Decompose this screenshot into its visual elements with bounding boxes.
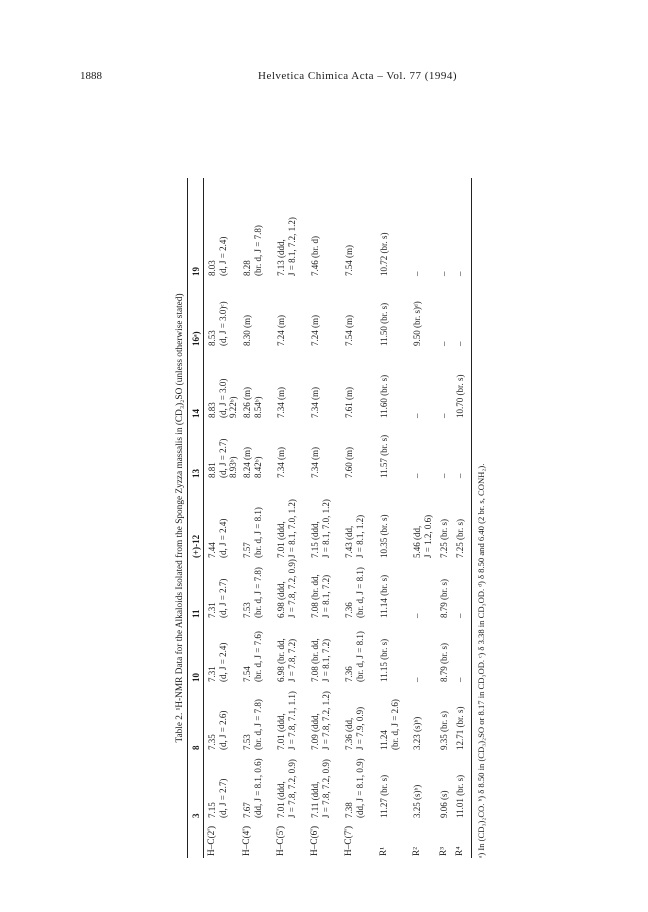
table-cell [276, 499, 297, 558]
cell-line: – [412, 271, 422, 276]
table-cell [207, 711, 228, 750]
cell-line: J = 1.2, 0.6) [422, 514, 433, 558]
table-cell [412, 785, 423, 818]
cell-line: – [455, 271, 465, 276]
row-label: R² [412, 847, 422, 856]
table-cell [242, 447, 263, 478]
column-header: 3 [191, 813, 201, 818]
cell-line: 7.31 [207, 666, 217, 682]
cell-line: J = 7.8, 7.2, 1.2) [320, 691, 331, 750]
cell-line: 7.01 (ddd, [276, 713, 286, 750]
table-cell [344, 631, 365, 682]
cell-line: 7.01 (ddd, [276, 521, 286, 558]
cell-line: 7.53 [242, 734, 252, 750]
cell-line: 7.13 (ddd, [276, 239, 286, 276]
column-header: 16ᵃ) [191, 331, 201, 346]
table-cell [310, 638, 331, 682]
table-cell [310, 236, 321, 276]
table-cell [412, 272, 423, 277]
table-cell [276, 387, 287, 418]
column-header: 8 [191, 745, 201, 750]
table-footnote: ᵃ) In (CD₃)₂CO. ᵇ) δ 8.50 in (CD₃)₂SO or 8.17 in CD₃OD. ᶜ) δ 3.38 in CD₃OD. ᵈ) δ 8.50 and 6.40 (2 br. s, CONH₂). [476, 463, 486, 858]
table-cell [276, 447, 287, 478]
column-header: 19 [191, 267, 201, 276]
cell-line: 8.79 (br. s) [439, 643, 449, 682]
row-label: H–C(5') [276, 825, 286, 856]
cell-line: (d, J = 3.0)ᶜ) [217, 301, 228, 346]
row-label: H–C(7') [344, 825, 354, 856]
row-label: H–C(2') [207, 825, 217, 856]
cell-line: 7.24 (m) [310, 315, 320, 346]
table-cell [379, 699, 400, 750]
cell-line: 7.01 (ddd, [276, 781, 286, 818]
cell-line: 11.14 (br. s) [379, 574, 389, 618]
cell-line: 5.46 (dd, [412, 525, 422, 558]
table-cell [276, 759, 297, 818]
cell-line: 7.11 (ddd, [310, 781, 320, 818]
table-cell [439, 711, 450, 750]
cell-line: 11.60 (br. s) [379, 374, 389, 418]
cell-line: 11.01 (br. s) [455, 774, 465, 818]
cell-line: J = 8.1, 7.2, 1.2) [286, 217, 297, 276]
table-cell [276, 217, 297, 276]
cell-line: 7.46 (br. d) [310, 236, 320, 276]
cell-line: 7.38 [344, 802, 354, 818]
table-cell [439, 519, 450, 558]
table-cell [242, 567, 263, 618]
table-cell [455, 519, 466, 558]
column-header: 10 [191, 673, 201, 682]
table-cell [344, 515, 365, 558]
table-cell [455, 342, 466, 347]
cell-line: 8.83 [207, 402, 217, 418]
table-cell [276, 691, 297, 750]
table-cell [412, 678, 423, 683]
cell-line: (d, J = 3.0) [217, 378, 228, 418]
cell-line: 8.03 [207, 260, 217, 276]
cell-line: 7.25 (br. s) [455, 519, 465, 558]
cell-line: 7.08 (br. dd, [310, 574, 320, 618]
cell-line: 7.53 [242, 602, 252, 618]
cell-line: 8.79 (br. s) [439, 579, 449, 618]
page-number: 1888 [80, 70, 102, 82]
table-cell [455, 678, 466, 683]
row-label: H–C(4') [242, 825, 252, 856]
cell-line: 6.98 (ddd, [276, 581, 286, 618]
cell-line: J = 8.1, 7.0, 1.2) [286, 499, 297, 558]
table-cell [242, 387, 263, 418]
cell-line: – [455, 613, 465, 618]
cell-line: 3.23 (s)ᵇ) [412, 716, 422, 750]
cell-line: 7.15 [207, 802, 217, 818]
table-cell [379, 303, 390, 346]
table-cell [242, 225, 263, 276]
table-cell [455, 375, 466, 419]
cell-line: – [439, 341, 449, 346]
cell-line: 11.27 (br. s) [379, 774, 389, 818]
table-cell [207, 439, 239, 478]
cell-line: 11.15 (br. s) [379, 638, 389, 682]
cell-line: (br. d, J = 8.1) [354, 567, 365, 618]
cell-line: 12.71 (br. s) [455, 706, 465, 750]
table-cell [439, 791, 450, 819]
cell-line: J = 7.8, 7.1, 1.1) [286, 691, 297, 750]
cell-line: 8.81 [207, 462, 217, 478]
row-label: R⁴ [455, 846, 465, 856]
cell-line: (br. d, J = 8.1) [252, 507, 263, 558]
cell-line: (br. d, J = 7.6) [252, 631, 263, 682]
cell-line: 7.34 (m) [310, 447, 320, 478]
cell-line: – [439, 413, 449, 418]
table-cell [455, 775, 466, 818]
table-cell [344, 707, 365, 750]
cell-line: 8.54ᵇ) [252, 396, 263, 418]
cell-line: J = 7.8, 7.2, 0.9) [286, 759, 297, 818]
cell-line: 8.93ᵇ) [228, 456, 239, 478]
cell-line: 9.22ᵇ) [228, 396, 239, 418]
table-cell [412, 717, 423, 750]
cell-line: 7.36 [344, 602, 354, 618]
cell-line: 7.61 (m) [344, 387, 354, 418]
table-cell [276, 315, 287, 346]
cell-line: 7.44 [207, 542, 217, 558]
cell-line: 8.30 (m) [242, 315, 252, 346]
cell-line: 9.06 (s) [439, 790, 449, 818]
table-cell [412, 414, 423, 419]
cell-line: – [412, 613, 422, 618]
table-cell [455, 614, 466, 619]
table-cell [379, 639, 390, 682]
table-cell [344, 315, 355, 346]
table-cell [455, 474, 466, 479]
cell-line: (d, J = 2.7) [217, 438, 228, 478]
cell-line: 7.57 [242, 542, 252, 558]
table-cell [242, 631, 263, 682]
table-cell [379, 515, 390, 559]
table-cell [344, 245, 355, 276]
row-label: R³ [439, 847, 449, 856]
table-cell [439, 579, 450, 618]
cell-line: 8.24 (m) [242, 447, 252, 478]
table-cell [207, 519, 228, 558]
cell-line: 8.42ᵇ) [252, 456, 263, 478]
cell-line: 7.08 (br. dd, [310, 638, 320, 682]
cell-line: 11.24 [379, 730, 389, 750]
bottom-rule [471, 178, 472, 858]
cell-line: (dd, J = 8.1, 0.9) [354, 758, 365, 818]
top-rule [187, 178, 188, 858]
column-header: 14 [191, 409, 201, 418]
cell-line: J = 8.1, 7.2) [320, 638, 331, 682]
cell-line: J = 7.9, 0.9) [354, 706, 365, 750]
table-cell [242, 315, 253, 346]
cell-line: J = 8.1, 7.0, 1.2) [320, 499, 331, 558]
table-cell [379, 775, 390, 818]
cell-line: – [455, 473, 465, 478]
cell-line: 7.67 [242, 802, 252, 818]
cell-line: (br. d, J = 7.8) [252, 225, 263, 276]
cell-line: 7.54 [242, 666, 252, 682]
cell-line: 7.34 (m) [276, 387, 286, 418]
cell-line: 11.57 (br. s) [379, 434, 389, 478]
cell-line: – [412, 677, 422, 682]
table-cell [379, 435, 390, 478]
cell-line: 7.36 (dd, [344, 717, 354, 750]
cell-line: 7.24 (m) [276, 315, 286, 346]
table-cell [242, 758, 263, 818]
table-cell [412, 301, 423, 346]
table-cell [310, 387, 321, 418]
cell-line: 10.35 (br. s) [379, 514, 389, 558]
cell-line: J = 8.1, 7.2) [320, 574, 331, 618]
table-cell [379, 375, 390, 418]
cell-line: (br. d, J = 8.1) [354, 631, 365, 682]
cell-line: 7.35 [207, 734, 217, 750]
table-cell [207, 237, 228, 276]
cell-line: – [455, 341, 465, 346]
cell-line: J = 7.8, 7.2, 0.9) [286, 559, 297, 618]
cell-line: – [455, 677, 465, 682]
column-header: 11 [191, 609, 201, 618]
cell-line: 7.15 (ddd, [310, 521, 320, 558]
cell-line: 7.09 (ddd, [310, 713, 320, 750]
cell-line: (d, J = 2.6) [217, 710, 228, 750]
table-cell [344, 567, 365, 618]
table-cell [439, 342, 450, 347]
table-cell [439, 414, 450, 419]
cell-line: 8.28 [242, 260, 252, 276]
table-cell [344, 447, 355, 478]
cell-line: 11.50 (br. s) [379, 302, 389, 346]
cell-line: – [412, 413, 422, 418]
cell-line: 7.43 (dd, [344, 525, 354, 558]
table-cell [344, 758, 365, 818]
table-cell [207, 301, 228, 346]
cell-line: (br. d, J = 7.8) [252, 699, 263, 750]
header-rule [203, 178, 204, 858]
cell-line: 10.72 (br. s) [379, 232, 389, 276]
table-cell [379, 575, 390, 618]
table-cell [310, 574, 331, 618]
table-cell [242, 699, 263, 750]
table-cell [439, 643, 450, 682]
cell-line: – [439, 473, 449, 478]
table-cell [344, 387, 355, 418]
cell-line: 8.26 (m) [242, 387, 252, 418]
cell-line: 7.36 [344, 666, 354, 682]
cell-line: 9.35 (br. s) [439, 711, 449, 750]
cell-line: 6.98 (br. dd, [276, 638, 286, 682]
table-cell [412, 515, 433, 558]
table-cell [455, 707, 466, 751]
cell-line: 9.50 (br. s)ᵈ) [412, 301, 422, 346]
table-cell [310, 691, 331, 750]
cell-line: 7.31 [207, 602, 217, 618]
cell-line: 3.25 (s)ᵇ) [412, 784, 422, 818]
table-cell [242, 507, 263, 558]
table-cell [310, 447, 321, 478]
column-header: (+)-12 [191, 534, 201, 558]
cell-line: J = 7.8, 7.2, 0.9) [320, 759, 331, 818]
cell-line: – [412, 473, 422, 478]
cell-line: (d, J = 2.4) [217, 518, 228, 558]
table-cell [439, 272, 450, 277]
table-cell [276, 638, 297, 682]
cell-line: (d, J = 2.4) [217, 236, 228, 276]
table-cell [439, 474, 450, 479]
table-caption: Table 2. ¹H-NMR Data for the Alkaloids Isolated from the Sponge Zyzza massalis in (CD₃)₂SO (unless otherwise stated) [175, 293, 185, 743]
rotated-table [174, 178, 489, 858]
cell-line: 10.70 (br. s) [455, 374, 465, 418]
cell-line: J = 7.8, 7.2) [286, 638, 297, 682]
table-cell [412, 614, 423, 619]
table-cell [207, 579, 228, 618]
cell-line: 7.25 (br. s) [439, 519, 449, 558]
cell-line: (d, J = 2.4) [217, 642, 228, 682]
cell-line: (br. d, J = 7.8) [252, 567, 263, 618]
cell-line: (dd, J = 8.1, 0.6) [252, 758, 263, 818]
table-cell [310, 315, 321, 346]
table-cell [412, 474, 423, 479]
table-cell [310, 759, 331, 818]
table-cell [276, 559, 297, 618]
cell-line: (d, J = 2.7) [217, 778, 228, 818]
row-label: H–C(6') [310, 825, 320, 856]
cell-line: 7.54 (m) [344, 245, 354, 276]
cell-line: 7.60 (m) [344, 447, 354, 478]
cell-line: J = 8.1, 1.2) [354, 514, 365, 558]
cell-line: (br. d, J = 2.6) [389, 699, 400, 750]
column-header: 13 [191, 469, 201, 478]
cell-line: 7.54 (m) [344, 315, 354, 346]
cell-line: – [439, 271, 449, 276]
cell-line: 7.34 (m) [310, 387, 320, 418]
row-label: R¹ [379, 847, 389, 856]
cell-line: 7.34 (m) [276, 447, 286, 478]
cell-line: 8.53 [207, 330, 217, 346]
table-cell [207, 779, 228, 818]
cell-line: (d, J = 2.7) [217, 578, 228, 618]
table-cell [207, 379, 239, 418]
table-cell [207, 643, 228, 682]
table-cell [455, 272, 466, 277]
journal-running-head: Helvetica Chimica Acta – Vol. 77 (1994) [258, 70, 458, 82]
table-cell [379, 233, 390, 277]
table-cell [310, 499, 331, 558]
